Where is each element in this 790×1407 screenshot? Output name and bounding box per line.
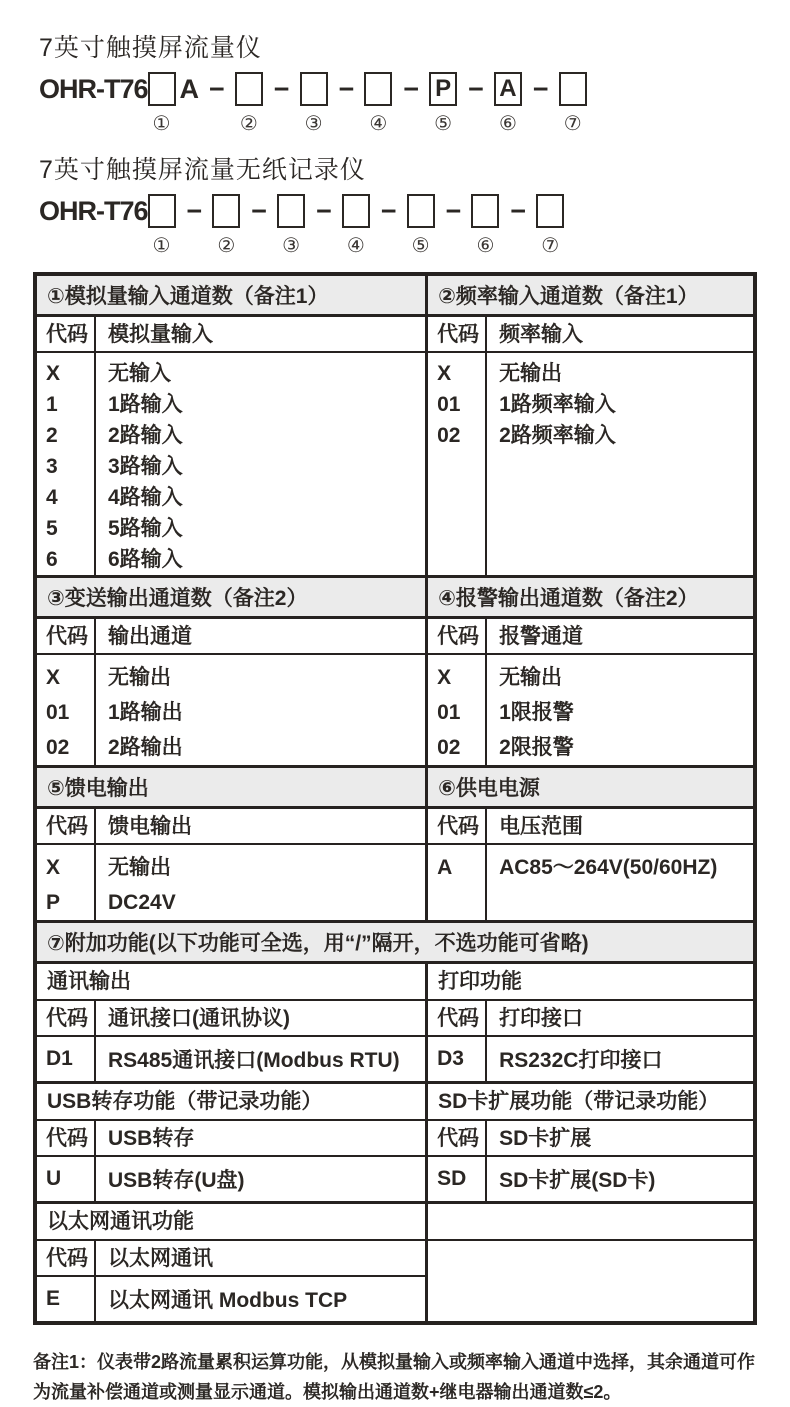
model-box-2 [235,72,263,106]
dash-separator: − [510,196,526,226]
label-cell: 2限报警 [499,736,574,759]
label-cell: RS485通讯接口(Modbus RTU) [108,1049,400,1072]
label-cell: 无输出 [499,362,563,385]
label-column-header: 通讯接口(通讯协议) [108,1007,290,1030]
position-number-1: ① [152,113,171,135]
section-pair-3-4 [37,578,753,768]
model-box-4 [342,194,370,228]
ordering-guide-page [33,0,757,1407]
model-segment-7 [559,72,587,136]
position-number-4: ④ [346,235,365,257]
section-2-frequency-input [425,276,753,575]
comm-output-subtitle: 通讯输出 [37,964,425,1001]
label-cell: 1限报警 [499,701,574,724]
sd-column-header [428,1121,753,1157]
model-box-3 [300,72,328,106]
code-cell: 01 [437,393,461,416]
section-3-transmit-output [37,578,425,765]
label-cell: USB转存(U盘) [108,1169,245,1192]
section-7-additional-functions [37,923,753,1321]
label-column-header: 输出通道 [108,625,192,648]
sd-card-subtitle: SD卡扩展功能（带记录功能） [428,1084,753,1121]
ethernet-subsection [37,1204,425,1321]
dash-separator: − [403,74,419,104]
code-column-header: 代码 [37,1121,96,1155]
print-data-row [428,1037,753,1081]
code-cell: 1 [46,393,58,416]
position-number-6: ⑥ [476,235,495,257]
label-column-header: 以太网通讯 [108,1247,213,1270]
position-number-5: ⑤ [434,113,453,135]
section-7-title: ⑦附加功能(以下功能可全选，用“/”隔开，不选功能可省略) [37,923,753,964]
model-box-4 [364,72,392,106]
section-6-power-supply [425,768,753,920]
dash-separator: − [209,74,224,104]
model-segment-4 [342,194,370,258]
label-column-header: 频率输入 [499,323,584,346]
code-column-header: 代码 [428,1121,487,1155]
model-box-7 [536,194,564,228]
s7-block-comm-print [37,964,753,1084]
section-4-column-header [428,619,753,655]
code-cell: P [46,891,61,914]
print-function-subsection [425,964,753,1081]
position-number-1: ① [152,235,171,257]
code-cell: 02 [437,424,461,447]
dash-separator: − [532,74,548,104]
section-4-alarm-output [425,578,753,765]
model-box-7 [559,72,587,106]
code-cells [37,353,96,575]
position-number-7: ⑦ [563,113,582,135]
section-5-title: ⑤馈电输出 [37,768,425,809]
position-number-3: ③ [282,235,301,257]
dash-separator: − [273,74,289,104]
comm-data-row [37,1037,425,1081]
label-cell: RS232C打印接口 [499,1049,663,1072]
model-box-3 [277,194,305,228]
position-number-2: ② [239,113,258,135]
dash-separator: − [338,74,354,104]
section-1-column-header [37,317,425,353]
model-segment-5 [429,72,457,136]
section-6-title: ⑥供电电源 [428,768,753,809]
code-cells [428,655,487,765]
sd-card-subsection [425,1084,753,1201]
label-cells [487,845,753,920]
code-cell: A [437,856,453,879]
model-prefix: OHR-T76 [39,196,148,226]
label-cells [487,655,753,765]
model-segment-1 [148,72,176,136]
section-5-column-header [37,809,425,845]
model-box-5: P [429,72,457,106]
label-cell: 无输入 [108,362,171,385]
usb-data-row [37,1157,425,1201]
label-cell: 6路输入 [108,548,183,571]
position-number-3: ③ [304,113,323,135]
comm-output-subsection [37,964,425,1081]
section-2-title: ②频率输入通道数（备注1） [428,276,753,317]
code-cell: U [37,1157,96,1201]
ethernet-subtitle: 以太网通讯功能 [37,1204,425,1241]
code-cells [428,353,487,575]
position-number-7: ⑦ [541,235,560,257]
label-cell: 2路输出 [108,736,183,759]
model-segment-4 [364,72,392,136]
code-column-header: 代码 [37,1001,96,1035]
label-cell: 无输出 [108,856,171,879]
comm-column-header [37,1001,425,1037]
model-segment-5 [407,194,435,258]
label-column-header: 电压范围 [499,815,584,838]
label-cell: 1路输出 [108,701,183,724]
code-cell: E [37,1277,96,1321]
model-segment-2 [212,194,240,258]
ordering-spec-table [33,272,757,1325]
model-segment-3 [300,72,328,136]
section-pair-5-6 [37,768,753,923]
code-column-header: 代码 [37,809,96,843]
code-cell: 6 [46,548,58,571]
label-cells [96,655,425,765]
dash-separator: − [316,196,331,226]
position-number-2: ② [217,235,236,257]
code-cell: 02 [46,736,70,759]
position-number-4: ④ [369,113,388,135]
code-column-header: 代码 [37,317,96,351]
section-pair-1-2 [37,276,753,578]
section-3-column-header [37,619,425,655]
label-cell: 无输出 [499,666,563,689]
model-box-6: A [494,72,522,106]
code-cell: D3 [428,1037,487,1081]
label-cells [96,845,425,920]
model-box-2 [212,194,240,228]
empty-subsection [425,1204,753,1321]
code-cells [428,845,487,920]
usb-column-header [37,1121,425,1157]
code-column-header: 代码 [428,1001,487,1035]
position-number-6: ⑥ [498,113,517,135]
code-cell: 2 [46,424,58,447]
label-cells [96,353,425,575]
model-segment-2 [235,72,263,136]
dash-separator: − [445,196,461,226]
model-prefix: OHR-T76 [39,74,148,104]
section-2-column-header [428,317,753,353]
section-3-title: ③变送输出通道数（备注2） [37,578,425,619]
code-cell: 5 [46,517,58,540]
code-cell: X [46,856,61,879]
code-cell: 01 [437,701,461,724]
code-column-header: 代码 [37,619,96,653]
label-cell: 2路输入 [108,424,183,447]
print-function-subtitle: 打印功能 [428,964,753,1001]
dash-separator: − [251,196,267,226]
model-segment-6 [494,72,522,136]
section-2-body [428,353,753,575]
label-cell: 以太网通讯 Modbus TCP [108,1289,348,1312]
position-number-5: ⑤ [411,235,430,257]
label-cell: 3路输入 [108,455,183,478]
code-column-header: 代码 [37,1241,96,1275]
label-column-header: USB转存 [108,1127,195,1150]
s7-block-ethernet [37,1204,753,1321]
section-1-body [37,353,425,575]
dash-separator: − [380,196,396,226]
model-segment-3 [277,194,305,258]
code-cells [37,845,96,920]
code-cell: SD [428,1157,487,1201]
label-column-header: 馈电输出 [108,815,192,838]
code-cell: 02 [437,736,461,759]
dash-separator: − [186,196,202,226]
code-cells [37,655,96,765]
section-6-body [428,845,753,920]
product-2-model-code-line [39,194,757,258]
code-column-header: 代码 [428,317,487,351]
label-column-header: 模拟量输入 [108,323,213,346]
code-cell: X [437,362,452,385]
print-column-header [428,1001,753,1037]
usb-transfer-subtitle: USB转存功能（带记录功能） [37,1084,425,1121]
section-4-title: ④报警输出通道数（备注2） [428,578,753,619]
product-1-title: 7英寸触摸屏流量仪 [39,34,262,62]
footnote-remark-1: 备注1：仪表带2路流量累积运算功能，从模拟量输入或频率输入通道中选择，其余通道可作为流量补偿通道或测量显示通道。模拟输出通道数+继电器输出通道数≤2。 [33,1352,756,1402]
label-cell: AC85～264V(50/60HZ) [499,856,718,879]
label-cells [487,353,753,575]
label-column-header: 报警通道 [499,625,584,648]
empty-body-cell [428,1241,753,1321]
ethernet-column-header [37,1241,425,1277]
section-5-body [37,845,425,920]
dash-separator: − [468,74,483,104]
label-column-header: SD卡扩展 [499,1127,592,1150]
code-cell: X [437,666,452,689]
ethernet-data-row [37,1277,425,1321]
section-1-analog-input [37,276,425,575]
product-2-title: 7英寸触摸屏流量无纸记录仪 [39,156,366,184]
sd-data-row [428,1157,753,1201]
label-column-header: 打印接口 [499,1007,584,1030]
label-cell: DC24V [108,891,176,914]
code-cell: 01 [46,701,70,724]
section-5-feed-output [37,768,425,920]
code-cell: X [46,666,61,689]
model-box-6 [471,194,499,228]
label-cell: 1路频率输入 [499,393,616,416]
model-segment-6 [471,194,499,258]
code-cell: 4 [46,486,58,509]
code-column-header: 代码 [428,619,487,653]
label-cell: 无输出 [108,666,171,689]
usb-transfer-subsection [37,1084,425,1201]
label-cell: 1路输入 [108,393,183,416]
section-1-title: ①模拟量输入通道数（备注1） [37,276,425,317]
model-segment-1 [148,194,176,258]
model-segment-7 [536,194,564,258]
section-3-body [37,655,425,765]
label-cell: 2路频率输入 [499,424,616,447]
code-cell: D1 [37,1037,96,1081]
model-box-1 [148,72,176,106]
s7-block-usb-sd [37,1084,753,1204]
code-cell: 3 [46,455,58,478]
product-1-model-code-line [39,72,757,136]
label-cell: 4路输入 [108,486,183,509]
model-box-1 [148,194,176,228]
model-fixed-letter: A [179,74,199,104]
section-4-body [428,655,753,765]
label-cell: SD卡扩展(SD卡) [499,1169,656,1192]
model-box-5 [407,194,435,228]
label-cell: 5路输入 [108,517,183,540]
empty-subhead-cell [428,1204,753,1241]
section-6-column-header [428,809,753,845]
code-column-header: 代码 [428,809,487,843]
code-cell: X [46,362,61,385]
